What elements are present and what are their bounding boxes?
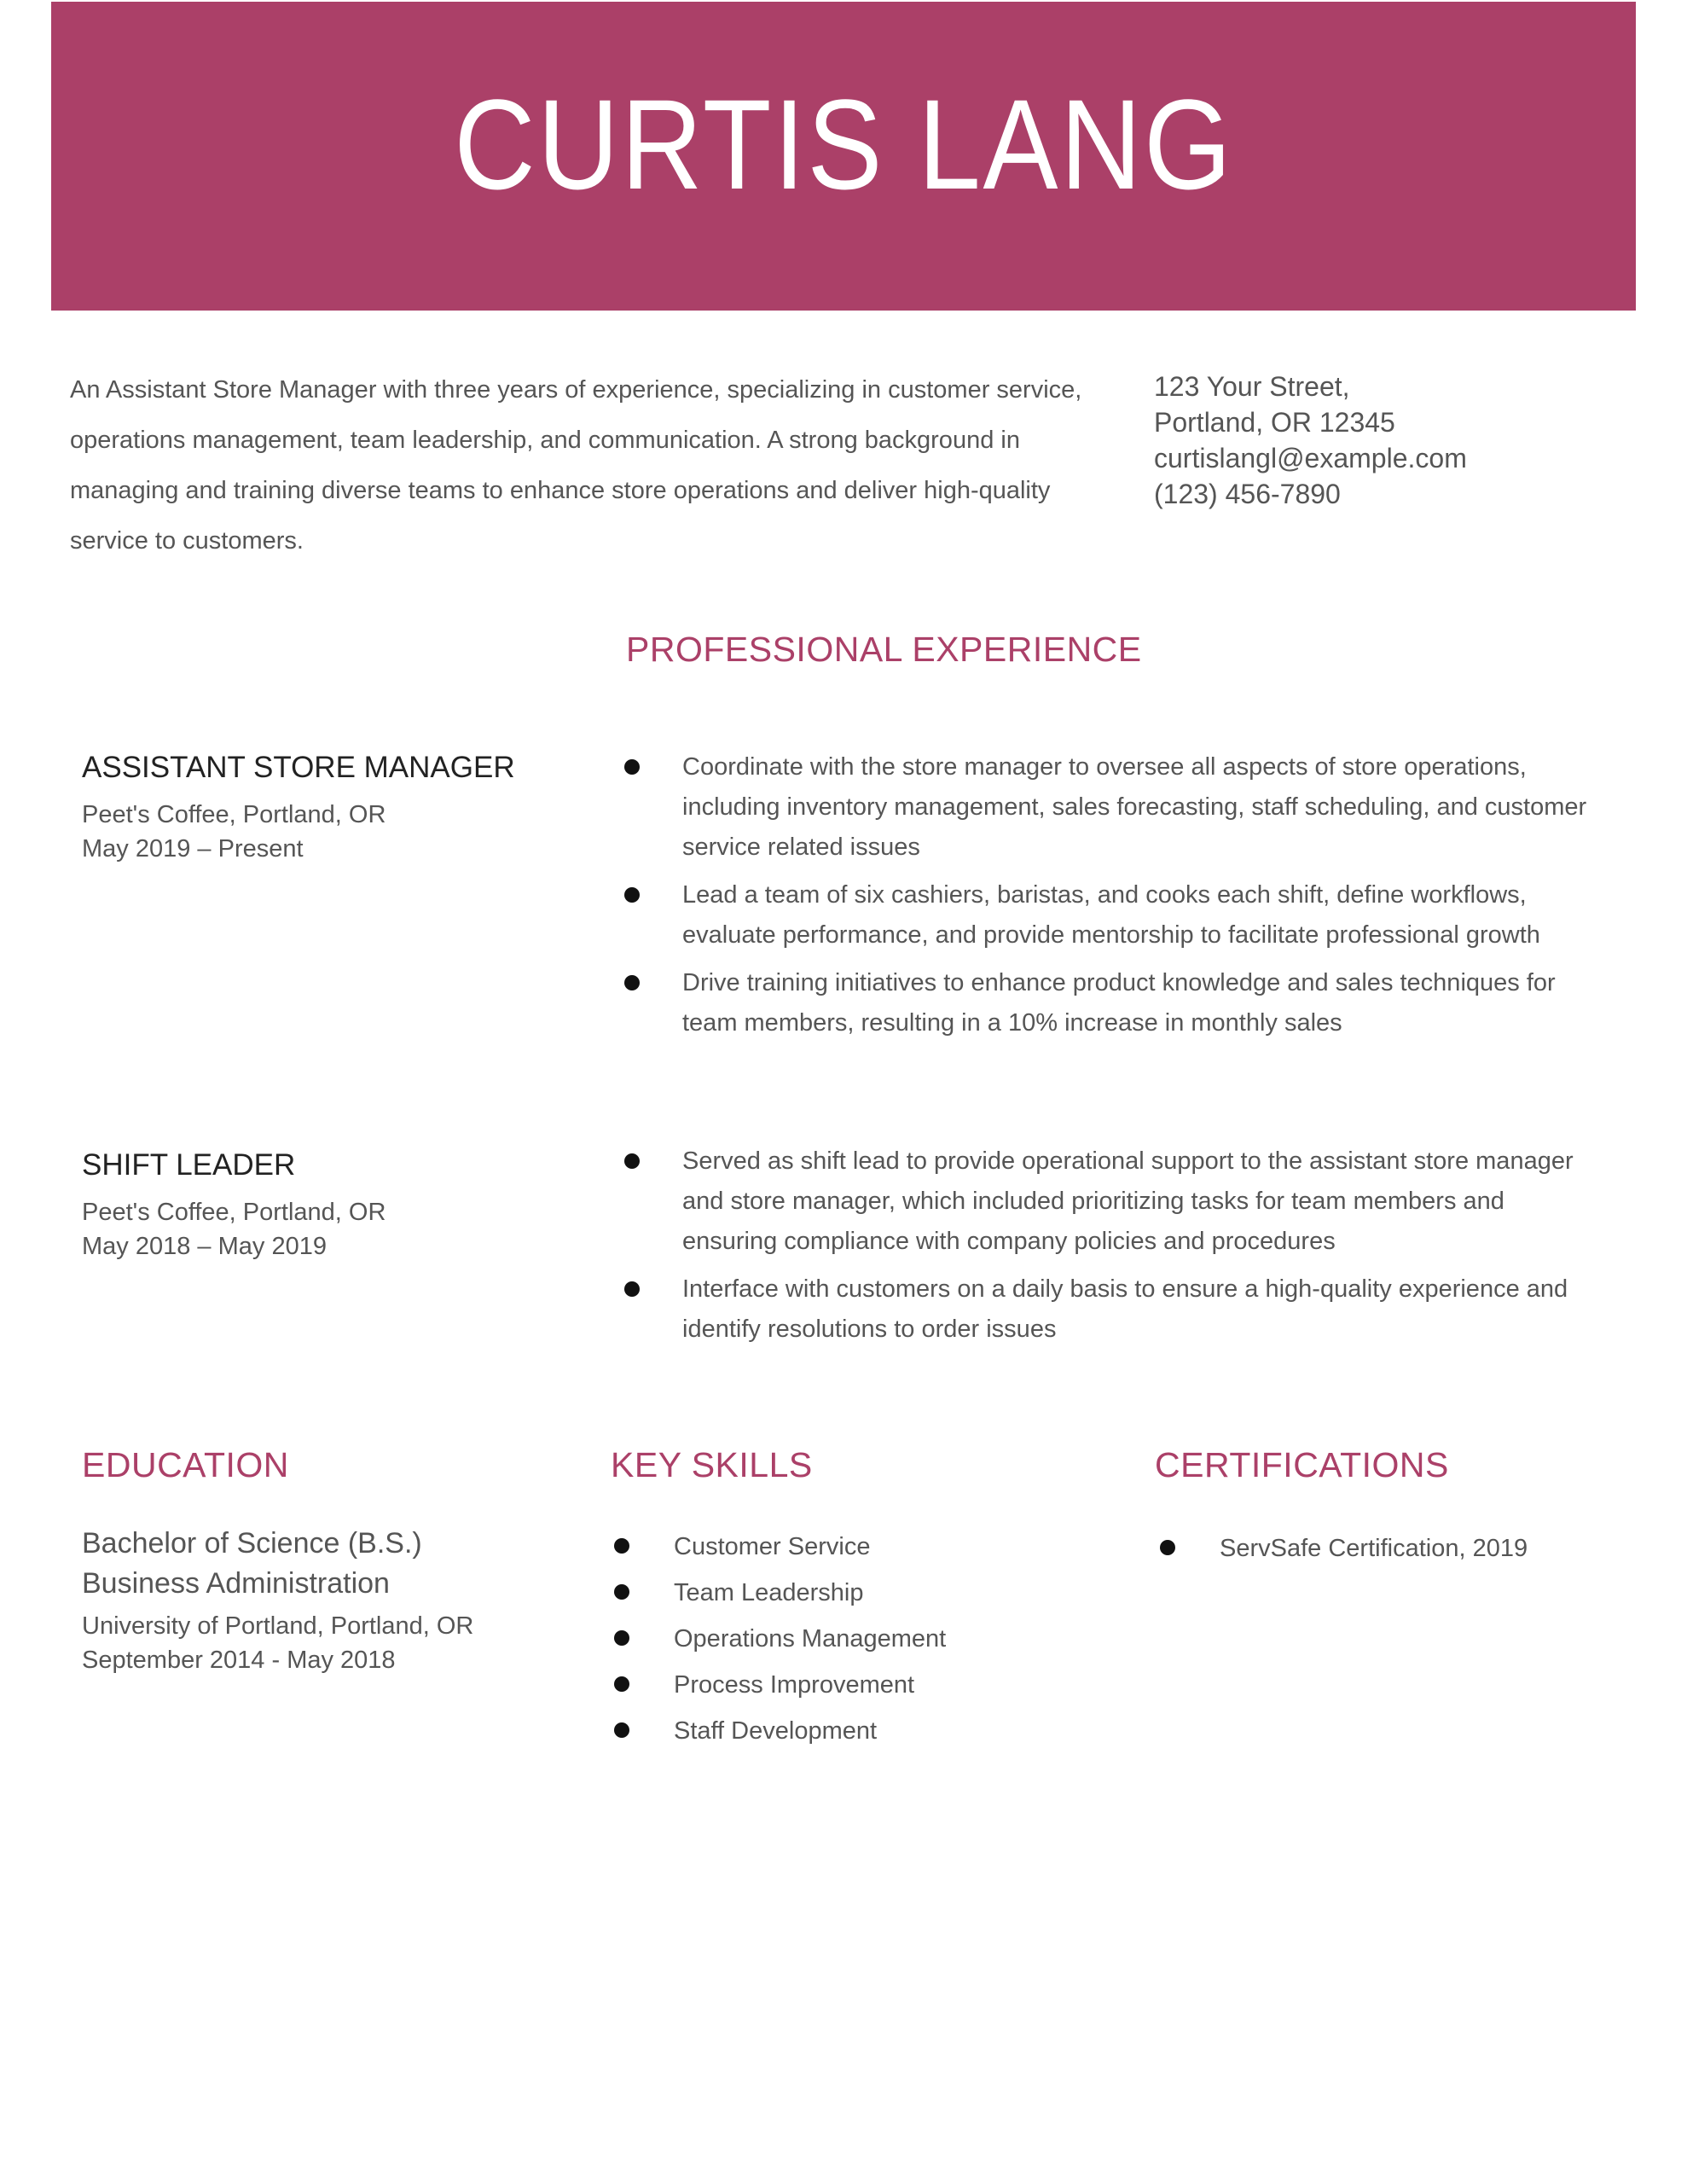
experience-heading: PROFESSIONAL EXPERIENCE [626, 630, 1142, 669]
job-company: Peet's Coffee, Portland, OR [82, 801, 386, 828]
skill-text: Process Improvement [674, 1671, 915, 1699]
bullet-icon [624, 1153, 640, 1169]
professional-summary: An Assistant Store Manager with three years of experience, specializing in customer service, operations management, team leadership, and communication. A strong background in managing and training diverse teams to enhance store operations and deliver high-quality service to customers. [70, 376, 1082, 555]
skill-text: Customer Service [674, 1533, 871, 1560]
job-dates: May 2019 – Present [82, 835, 304, 863]
education-degree-block [82, 1524, 422, 1604]
certification-text: ServSafe Certification, 2019 [1220, 1535, 1528, 1562]
bullet-icon [614, 1584, 629, 1600]
bullet-icon [614, 1538, 629, 1554]
certifications-heading: CERTIFICATIONS [1155, 1445, 1449, 1484]
job-dates: May 2018 – May 2019 [82, 1233, 327, 1260]
bullet-text: Coordinate with the store manager to oversee all aspects of store operations, including inventory management, sales forecasting, staff scheduling, and customer service related issues [682, 753, 1587, 861]
skill-text: Staff Development [674, 1717, 878, 1745]
bullet-icon [624, 975, 640, 990]
job-bullets [624, 1141, 1605, 1350]
skill-text: Team Leadership [674, 1579, 864, 1606]
bullet-icon [614, 1630, 629, 1646]
list-item [624, 747, 1605, 868]
bullet-text: Interface with customers on a daily basis to ensure a high-quality experience and identify resolutions to order issues [682, 1275, 1568, 1343]
candidate-name: CURTIS LANG [453, 72, 1234, 216]
bullet-icon [624, 887, 640, 903]
skill-text: Operations Management [674, 1625, 947, 1653]
job-title: ASSISTANT STORE MANAGER [82, 751, 515, 784]
list-item [614, 1662, 946, 1708]
education-school: University of Portland, Portland, OR [82, 1612, 474, 1640]
education-meta [82, 1609, 473, 1677]
job-bullets [624, 747, 1605, 1043]
job-company: Peet's Coffee, Portland, OR [82, 1199, 386, 1226]
list-item [624, 875, 1605, 956]
education-heading: EDUCATION [82, 1445, 289, 1484]
job-meta [82, 798, 386, 866]
list-item [624, 1269, 1605, 1350]
bullet-text: Served as shift lead to provide operational support to the assistant store manager and store manager, which included prioritizing tasks for team members and ensuring compliance with company policies and procedures [682, 1147, 1574, 1255]
bullet-icon [614, 1722, 629, 1738]
list-item [614, 1708, 946, 1754]
bullet-icon [624, 759, 640, 775]
bullet-text: Drive training initiatives to enhance product knowledge and sales techniques for team members, resulting in a 10% increase in monthly sales [682, 969, 1556, 1037]
job-meta [82, 1195, 386, 1263]
bullet-icon [624, 1281, 640, 1297]
education-dates: September 2014 - May 2018 [82, 1647, 396, 1674]
header-banner [51, 2, 1636, 311]
list-item [624, 1141, 1605, 1262]
bullet-icon [1160, 1540, 1175, 1555]
bullet-text: Lead a team of six cashiers, baristas, and cooks each shift, define workflows, evaluate performance, and provide mentorship to facilitate professional growth [682, 881, 1540, 949]
job-title: SHIFT LEADER [82, 1148, 296, 1182]
contact-phone: (123) 456-7890 [1154, 479, 1341, 509]
contact-street: 123 Your Street, [1154, 371, 1350, 402]
skills-heading: KEY SKILLS [611, 1445, 813, 1484]
certifications-list [1160, 1525, 1528, 1571]
contact-block [1154, 369, 1597, 512]
education-major: Business Administration [82, 1567, 390, 1600]
list-item [614, 1524, 946, 1570]
education-degree: Bachelor of Science (B.S.) [82, 1527, 422, 1560]
bullet-icon [614, 1676, 629, 1692]
list-item [1160, 1525, 1528, 1571]
contact-city: Portland, OR 12345 [1154, 407, 1395, 438]
list-item [614, 1570, 946, 1616]
skills-list [614, 1524, 946, 1754]
contact-email[interactable]: curtislangl@example.com [1154, 443, 1467, 473]
list-item [614, 1616, 946, 1662]
list-item [624, 963, 1605, 1043]
